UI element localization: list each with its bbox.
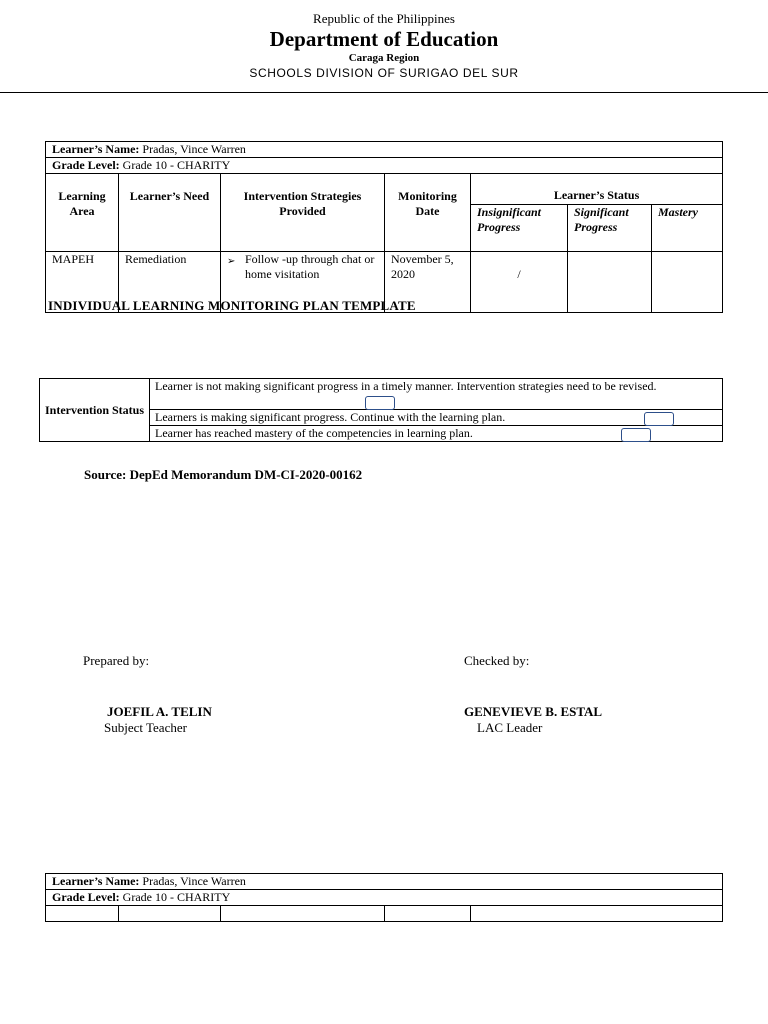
department-heading: Department of Education: [269, 27, 499, 51]
header-monitoring-date: Monitoring Date: [385, 174, 471, 252]
grade-level-label: Grade Level:: [52, 890, 120, 904]
prepared-by-title: Subject Teacher: [104, 720, 187, 735]
cell-learners-need: Remediation: [119, 252, 221, 313]
status-checkbox-significant[interactable]: [644, 412, 674, 426]
header-learners-status: Learner’s Status: [471, 174, 723, 205]
cell-monitoring-date: November 5, 2020: [385, 252, 471, 313]
status-option-mastery: [150, 426, 723, 442]
checked-by-label: Checked by:: [464, 653, 530, 668]
monitoring-table: [45, 141, 723, 313]
learner-name-label: Learner’s Name:: [52, 142, 140, 156]
grade-level-label: Grade Level:: [52, 158, 120, 172]
grade-level-row: [46, 158, 723, 174]
intervention-status-label: Intervention Status: [40, 379, 150, 442]
learner-name-value: Pradas, Vince Warren: [142, 142, 246, 156]
learner-name-label: Learner’s Name:: [52, 874, 140, 888]
empty-cell: [119, 906, 221, 922]
cell-learning-area: MAPEH: [46, 252, 119, 313]
grade-level-row: [46, 890, 723, 906]
prepared-by-name: JOEFIL A. TELIN: [107, 704, 212, 719]
grade-level-value: Grade 10 - CHARITY: [122, 890, 231, 904]
arrow-bullet-icon: ➢: [227, 256, 236, 267]
header-learning-area: Learning Area: [46, 174, 119, 252]
header-significant-progress: Significant Progress: [568, 204, 652, 251]
strategy-text: Follow -up through chat or home visitation: [245, 252, 375, 281]
source-note: Source: DepEd Memorandum DM-CI-2020-00162: [84, 467, 363, 482]
republic-heading: Republic of the Philippines: [313, 11, 455, 26]
header-insignificant-progress: Insignificant Progress: [471, 204, 568, 251]
learner-name-row: [46, 874, 723, 890]
learner-name-row: [46, 142, 723, 158]
header-strategies: Intervention Strategies Provided: [221, 174, 385, 252]
cell-significant-mark: [568, 252, 652, 313]
bottom-table: [45, 873, 723, 922]
empty-cell: [46, 906, 119, 922]
status-option-text: Learner is not making significant progress in a timely manner. Intervention strategies need to be revised.: [155, 379, 657, 393]
status-checkbox-not-significant[interactable]: [365, 396, 395, 410]
empty-cell: [221, 906, 385, 922]
status-option-not-significant: [150, 379, 723, 410]
template-title: INDIVIDUAL LEARNING MONITORING PLAN TEMPLATE: [48, 298, 416, 313]
empty-cell: [471, 906, 723, 922]
prepared-by-label: Prepared by:: [83, 653, 150, 668]
checked-by-name: GENEVIEVE B. ESTAL: [464, 704, 603, 719]
cell-mastery-mark: [652, 252, 723, 313]
header-divider: [0, 92, 768, 93]
region-heading: Caraga Region: [348, 52, 420, 64]
learner-name-value: Pradas, Vince Warren: [142, 874, 246, 888]
status-checkbox-mastery[interactable]: [621, 428, 651, 442]
checked-by-title: LAC Leader: [477, 720, 543, 735]
table-row: [46, 906, 723, 922]
cell-insignificant-mark: /: [471, 252, 568, 313]
grade-level-value: Grade 10 - CHARITY: [122, 158, 231, 172]
intervention-status-table: [39, 378, 723, 442]
header-mastery: Mastery: [652, 204, 723, 251]
empty-cell: [385, 906, 471, 922]
status-option-text: Learner has reached mastery of the competencies in learning plan.: [155, 426, 473, 440]
status-option-text: Learners is making significant progress. Continue with the learning plan.: [155, 410, 506, 424]
status-option-significant: [150, 410, 723, 426]
header-learners-need: Learner’s Need: [119, 174, 221, 252]
division-heading: SCHOOLS DIVISION OF SURIGAO DEL SUR: [249, 66, 519, 80]
